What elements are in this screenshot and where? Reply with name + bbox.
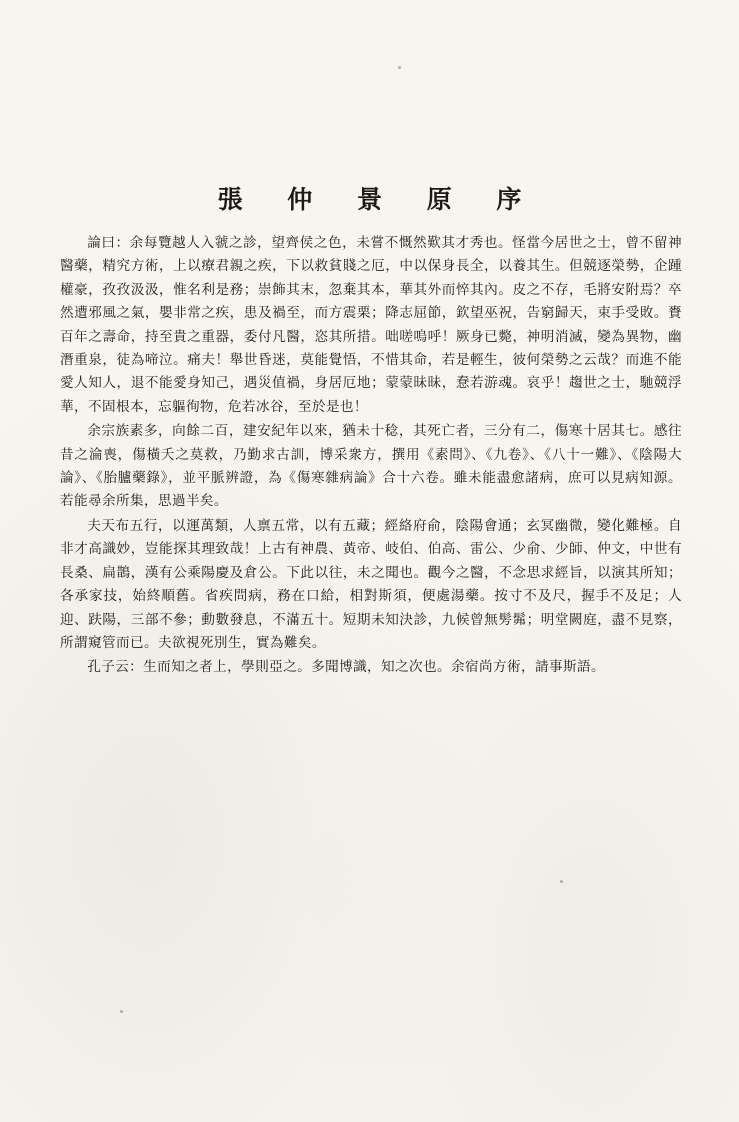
paragraph-1: 論曰：余每覽越人入虢之診，望齊侯之色，未嘗不慨然歎其才秀也。怪當今居世之士，曾不留神醫藥，精究方術，上以療君親之疾，下以救貧賤之厄，中以保身長全，以養其生。但競逐榮勢，企踵權豪，孜孜汲汲，惟名利是務；崇飾其末，忽棄其本，華其外而悴其內。皮之不存，毛將安附焉？卒然遭邪風之氣，嬰非常之疾，患及禍至，而方震栗；降志屈節，欽望巫祝，告窮歸天，束手受敗。賚百年之壽命，持至貴之重器，委付凡醫，恣其所措。咄嗟嗚呼！厥身已斃，神明消滅，變為異物，幽潛重泉，徒為啼泣。痛夫！舉世昏迷，莫能覺悟，不惜其命，若是輕生，彼何榮勢之云哉？而進不能愛人知人，退不能愛身知己，遇災值禍，身居厄地；蒙蒙昧昧，惷若游魂。哀乎！趨世之士，馳競浮華，不固根本，忘軀徇物，危若冰谷，至於是也！	[60, 235, 682, 415]
paragraph-2: 余宗族素多，向餘二百，建安紀年以來，猶未十稔，其死亡者，三分有二，傷寒十居其七。感往昔之淪喪，傷橫夭之莫救，乃勤求古訓，博采衆方，撰用《素問》、《九卷》、《八十一難》、《陰陽大論》、《胎臚藥錄》，並平脈辨證，為《傷寒雜病論》合十六卷。雖未能盡愈諸病，庶可以見病知源。若能尋余所集，思過半矣。	[60, 423, 682, 510]
scan-speck	[560, 880, 563, 883]
paragraph-4: 孔子云：生而知之者上，學則亞之。多聞博識，知之次也。余宿尚方術，請事斯語。	[87, 659, 605, 676]
paragraph-3: 夫天布五行，以運萬類，人禀五常，以有五藏；經絡府俞，陰陽會通；玄冥幽微，變化難極。自非才高識妙，豈能探其理致哉！上古有神農、黃帝、岐伯、伯高、雷公、少俞、少師、仲文，中世有長桑、扁鵲，漢有公乘陽慶及倉公。下此以往，未之聞也。觀今之醫，不念思求經旨，以演其所知；各承家技，始終順舊。省疾問病，務在口給，相對斯須，便處湯藥。按寸不及尺，握手不及足；人迎、趺陽，三部不參；動數發息，不滿五十。短期未知決診，九候曾無髣髴；明堂闕庭，盡不見察，所謂窺管而已。夫欲視死別生，實為難矣。	[60, 517, 682, 651]
scan-speck	[398, 66, 401, 69]
scan-speck	[120, 1010, 123, 1013]
preface-body	[60, 232, 682, 680]
page-title: 張 仲 景 原 序	[217, 185, 540, 214]
